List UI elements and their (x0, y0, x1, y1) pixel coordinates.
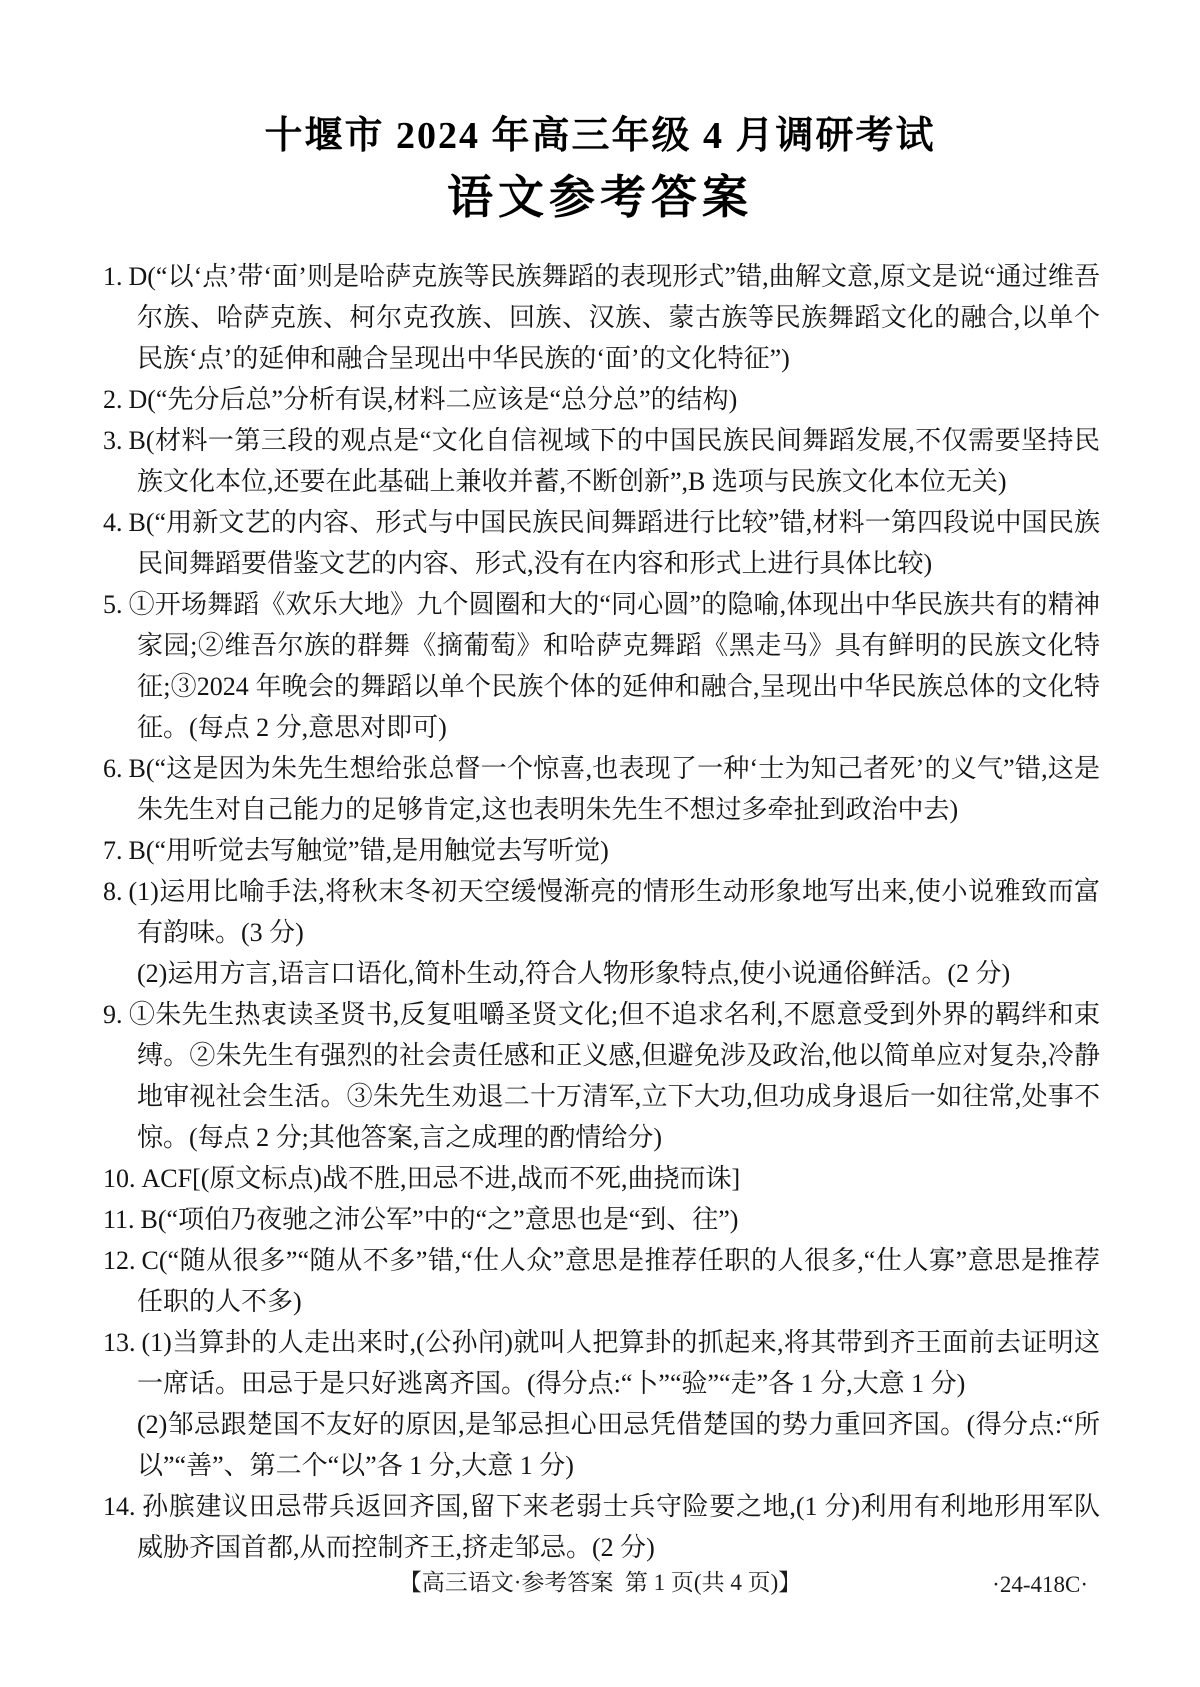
answer-item-7 (103, 830, 1100, 871)
exam-title: 十堰市 2024 年高三年级 4 月调研考试 (264, 115, 936, 157)
answer-text: (2)邹忌跟楚国不友好的原因,是邹忌担心田忌凭借楚国的势力重回齐国。(得分点:“所以”“善”、第二个“以”各 1 分,大意 1 分) (137, 1410, 1100, 1480)
answer-text: ACF[(原文标点)战不胜,田忌不进,战而不死,曲挠而诛] (141, 1164, 741, 1193)
answer-text: ①开场舞蹈《欢乐大地》九个圆圈和大的“同心圆”的隐喻,体现出中华民族共有的精神家园;②维吾尔族的群舞《摘葡萄》和哈萨克舞蹈《黑走马》具有鲜明的民族文化特征;③2024 年晚会的舞蹈以单个民族个体的延伸和融合,呈现出中华民族总体的文化特征。(每点 2 分,意思对即可) (128, 590, 1100, 742)
answer-number: 4. (103, 508, 123, 537)
answer-number: 3. (103, 426, 123, 455)
answer-item-2 (103, 379, 1100, 420)
answer-text: C(“随从很多”“随从不多”错,“仕人众”意思是推荐任职的人很多,“仕人寡”意思是推荐任职的人不多) (137, 1246, 1100, 1316)
answer-item-3 (103, 420, 1100, 502)
answer-key-title: 语文参考答案 (447, 172, 753, 223)
answer-number: 12. (103, 1246, 136, 1275)
footer-page-info: 【高三语文·参考答案 第 1 页(共 4 页)】 (398, 1570, 802, 1595)
answer-text: B(“用听觉去写触觉”错,是用触觉去写听觉) (128, 836, 609, 865)
answer-text: (1)运用比喻手法,将秋末冬初天空缓慢渐亮的情形生动形象地写出来,使小说雅致而富有韵味。(3 分) (128, 877, 1100, 947)
page-header (0, 0, 1200, 226)
answer-text: B(“这是因为朱先生想给张总督一个惊喜,也表现了一种‘士为知己者死’的义气”错,这是朱先生对自己能力的足够肯定,这也表明朱先生不想过多牵扯到政治中去) (128, 754, 1100, 824)
answer-text: D(“先分后总”分析有误,材料二应该是“总分总”的结构) (128, 385, 738, 414)
answer-item-13-part1 (103, 1322, 1100, 1404)
answer-text: B(材料一第三段的观点是“文化自信视域下的中国民族民间舞蹈发展,不仅需要坚持民族文化本位,还要在此基础上兼收并蓄,不断创新”,B 选项与民族文化本位无关) (128, 426, 1100, 496)
answer-item-10 (103, 1158, 1100, 1199)
answer-number: 1. (103, 262, 123, 291)
answer-number: 5. (103, 590, 123, 619)
answer-item-5 (103, 584, 1100, 748)
answer-text: ①朱先生热衷读圣贤书,反复咀嚼圣贤文化;但不追求名利,不愿意受到外界的羁绊和束缚。②朱先生有强烈的社会责任感和正义感,但避免涉及政治,他以简单应对复杂,冷静地审视社会生活。③朱先生劝退二十万清军,立下大功,但功成身退后一如往常,处事不惊。(每点 2 分;其他答案,言之成理的酌情给分) (128, 1000, 1100, 1152)
answer-item-6 (103, 748, 1100, 830)
answer-item-8-part1 (103, 871, 1100, 953)
answer-text: (2)运用方言,语言口语化,简朴生动,符合人物形象特点,使小说通俗鲜活。(2 分) (137, 959, 1011, 988)
answer-text: B(“项伯乃夜驰之沛公军”中的“之”意思也是“到、往”) (140, 1205, 739, 1234)
answer-text: 孙膑建议田忌带兵返回齐国,留下来老弱士兵守险要之地,(1 分)利用有利地形用军队威胁齐国首都,从而控制齐王,挤走邹忌。(2 分) (137, 1492, 1100, 1562)
answer-text: D(“以‘点’带‘面’则是哈萨克族等民族舞蹈的表现形式”错,曲解文意,原文是说“通过维吾尔族、哈萨克族、柯尔克孜族、回族、汉族、蒙古族等民族舞蹈文化的融合,以单个民族‘点’的延伸和融合呈现出中华民族的‘面’的文化特征”) (128, 262, 1100, 373)
answer-item-9 (103, 994, 1100, 1158)
answer-number: 7. (103, 836, 123, 865)
answer-number: 13. (103, 1328, 136, 1357)
answer-item-8-part2 (103, 953, 1100, 994)
answer-item-1 (103, 256, 1100, 379)
answer-item-4 (103, 502, 1100, 584)
answer-number: 10. (103, 1164, 136, 1193)
answer-number: 11. (103, 1205, 135, 1234)
footer-paper-code: ·24-418C· (992, 1572, 1088, 1597)
answer-item-11 (103, 1199, 1100, 1240)
answer-text: (1)当算卦的人走出来时,(公孙闬)就叫人把算卦的抓起来,将其带到齐王面前去证明这一席话。田忌于是只好逃离齐国。(得分点:“卜”“验”“走”各 1 分,大意 1 分) (137, 1328, 1100, 1398)
answer-item-14 (103, 1486, 1100, 1568)
answer-number: 2. (103, 385, 123, 414)
answer-number: 9. (103, 1000, 123, 1029)
answer-text: B(“用新文艺的内容、形式与中国民族民间舞蹈进行比较”错,材料一第四段说中国民族民间舞蹈要借鉴文艺的内容、形式,没有在内容和形式上进行具体比较) (128, 508, 1100, 578)
answer-item-13-part2 (103, 1404, 1100, 1486)
answer-number: 8. (103, 877, 123, 906)
answer-number: 6. (103, 754, 123, 783)
answers-list (103, 256, 1100, 1568)
answer-number: 14. (103, 1492, 136, 1521)
answer-item-12 (103, 1240, 1100, 1322)
